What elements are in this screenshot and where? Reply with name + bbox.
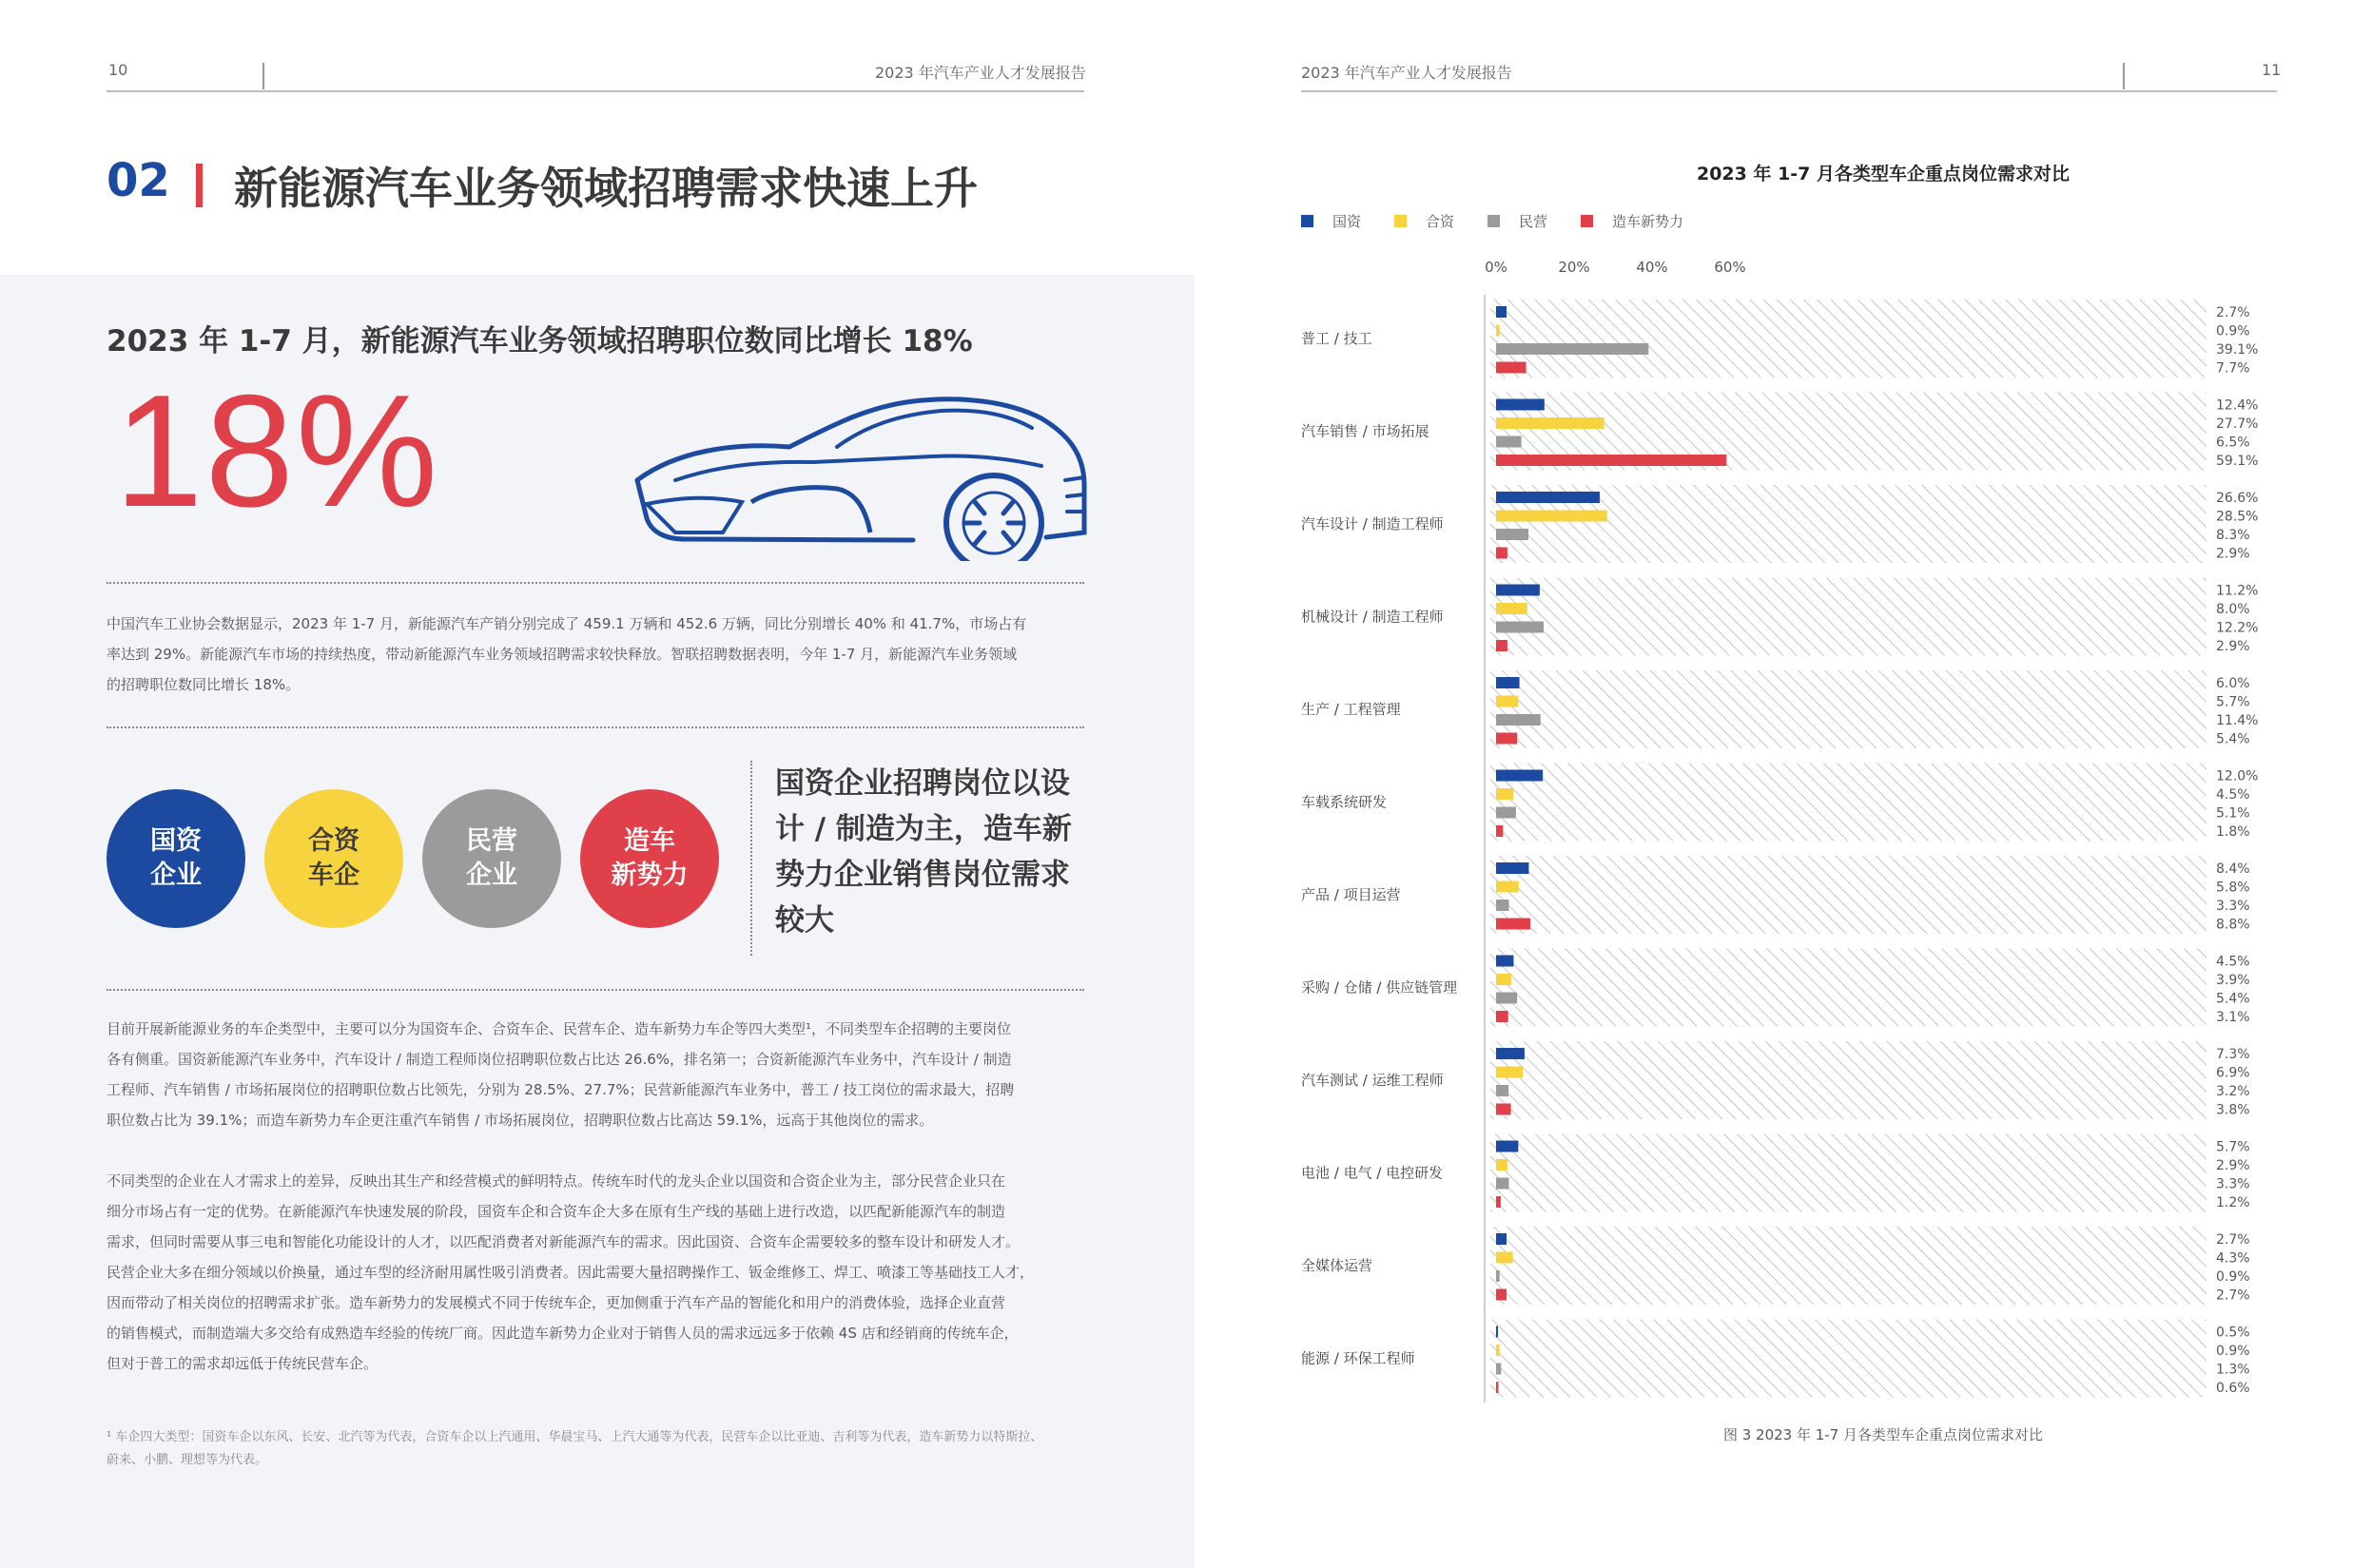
left-report-title: 2023 年汽车产业人才发展报告 — [875, 64, 1086, 82]
data-label: 5.7% — [2216, 1139, 2250, 1155]
bar-joint-venture — [1496, 603, 1527, 614]
data-label: 7.7% — [2216, 360, 2250, 377]
right-header-tick — [2123, 63, 2125, 89]
data-label: 4.5% — [2216, 787, 2250, 803]
category-background — [1490, 856, 2207, 934]
category-label: 车载系统研发 — [1301, 793, 1388, 811]
bar-private — [1496, 1178, 1509, 1190]
bar-joint-venture — [1496, 1067, 1523, 1078]
data-label: 5.4% — [2216, 991, 2250, 1007]
category-label: 生产 / 工程管理 — [1301, 701, 1401, 718]
category-label: 采购 / 仓储 / 供应链管理 — [1301, 978, 1458, 997]
x-tick-label: 60% — [1714, 259, 1746, 276]
bar-private — [1496, 993, 1517, 1004]
bar-state-owned — [1496, 956, 1513, 967]
callout-vertical-divider — [750, 761, 752, 956]
footnote-line: ¹ 车企四大类型：国资车企以东风、长安、北汽等为代表，合资车企以上汽通用、华晨宝马、上汽大通等为代表，民营车企以比亚迪、吉利等为代表，造车新势力以特斯拉、 — [107, 1430, 1043, 1444]
legend-swatch — [1581, 215, 1593, 227]
category-label: 全媒体运营 — [1301, 1257, 1373, 1274]
bar-state-owned — [1496, 677, 1520, 688]
legend-swatch — [1301, 215, 1313, 227]
bar-state-owned — [1496, 1048, 1525, 1059]
circle-state-owned: 国资 企业 — [107, 789, 245, 928]
paragraph-line: 率达到 29%。新能源汽车市场的持续热度，带动新能源汽车业务领域招聘需求较快释放。智联招聘数据表明，今年 1-7 月，新能源汽车业务领域 — [107, 646, 1018, 663]
bar-private — [1496, 529, 1528, 540]
bar-private — [1496, 1270, 1500, 1282]
bar-private — [1496, 1085, 1508, 1096]
legend-item-private — [1487, 211, 1547, 231]
data-label: 11.2% — [2216, 583, 2259, 599]
data-label: 7.3% — [2216, 1047, 2250, 1062]
bar-chart — [1293, 247, 2302, 1407]
category-background — [1490, 764, 2207, 842]
category-background — [1490, 1320, 2207, 1398]
data-label: 0.9% — [2216, 323, 2250, 339]
data-label: 8.8% — [2216, 917, 2250, 933]
bar-joint-venture — [1496, 788, 1513, 800]
bar-new-force — [1496, 1104, 1511, 1115]
big-percentage: 18% — [114, 361, 440, 540]
bar-state-owned — [1496, 1141, 1518, 1152]
section-subtitle: 2023 年 1-7 月，新能源汽车业务领域招聘职位数同比增长 18% — [107, 324, 973, 358]
category-background — [1490, 949, 2207, 1027]
bar-private — [1496, 1364, 1501, 1375]
data-label: 5.8% — [2216, 880, 2250, 896]
bar-joint-venture — [1496, 1345, 1500, 1356]
right-page-number: 11 — [2262, 61, 2282, 79]
section-title: 新能源汽车业务领域招聘需求快速上升 — [234, 163, 978, 214]
paragraph-demand-differences — [107, 1166, 1096, 1379]
bar-joint-venture — [1496, 696, 1518, 707]
bar-new-force — [1496, 1382, 1498, 1393]
chart-title: 2023 年 1-7 月各类型车企重点岗位需求对比 — [1696, 164, 2071, 184]
legend-label: 造车新势力 — [1612, 213, 1684, 230]
category-background — [1490, 1227, 2207, 1305]
data-label: 2.7% — [2216, 1232, 2250, 1248]
data-label: 0.9% — [2216, 1344, 2250, 1359]
paragraph-line: 中国汽车工业协会数据显示，2023 年 1-7 月，新能源汽车产销分别完成了 459.1 万辆和 452.6 万辆，同比分别增长 40% 和 41.7%，市场占有 — [107, 615, 1027, 632]
bar-new-force — [1496, 362, 1526, 374]
data-label: 8.3% — [2216, 528, 2250, 543]
data-label: 3.8% — [2216, 1102, 2250, 1118]
data-label: 3.1% — [2216, 1010, 2250, 1025]
left-header-tick — [262, 63, 264, 89]
data-label: 59.1% — [2216, 454, 2259, 469]
data-label: 12.0% — [2216, 768, 2259, 784]
bar-private — [1496, 714, 1541, 726]
paragraph-line: 职位数占比为 39.1%；而造车新势力车企更注重汽车销售 / 市场拓展岗位，招聘职位数占比高达 59.1%，远高于其他岗位的需求。 — [107, 1112, 934, 1129]
legend-label: 民营 — [1519, 213, 1548, 230]
left-header-rule — [107, 90, 1084, 92]
data-label: 5.4% — [2216, 731, 2250, 747]
category-label: 能源 / 环保工程师 — [1301, 1349, 1415, 1367]
bar-state-owned — [1496, 306, 1507, 318]
data-label: 5.7% — [2216, 694, 2250, 710]
paragraph-market-overview — [107, 609, 1096, 700]
bar-joint-venture — [1496, 511, 1607, 522]
category-background — [1490, 578, 2207, 656]
data-label: 4.5% — [2216, 954, 2250, 970]
paragraph-line: 因而带动了相关岗位的招聘需求扩张。造车新势力的发展模式不同于传统车企，更加侧重于汽车产品的智能化和用户的消费体验，选择企业直营 — [107, 1294, 1006, 1311]
data-label: 2.7% — [2216, 305, 2250, 320]
category-label: 普工 / 技工 — [1301, 330, 1372, 347]
legend-item-state-owned — [1301, 211, 1361, 231]
figure-caption: 图 3 2023 年 1-7 月各类型车企重点岗位需求对比 — [1722, 1426, 2044, 1443]
paragraph-line: 民营企业大多在细分领域以价换量，通过车型的经济耐用属性吸引消费者。因此需要大量招聘操作工、钣金维修工、焊工、喷漆工等基础技工人才， — [107, 1264, 1035, 1281]
data-label: 4.3% — [2216, 1250, 2250, 1267]
bar-new-force — [1496, 919, 1530, 930]
bar-new-force — [1496, 640, 1507, 651]
dotted-divider-3 — [107, 989, 1084, 991]
data-label: 2.9% — [2216, 639, 2250, 654]
bar-private — [1496, 436, 1522, 448]
data-label: 3.2% — [2216, 1084, 2250, 1099]
data-label: 3.3% — [2216, 899, 2250, 914]
paragraph-line: 不同类型的企业在人才需求上的差异，反映出其生产和经营模式的鲜明特点。传统车时代的龙头企业以国资和合资企业为主，部分民营企业只在 — [107, 1172, 1006, 1190]
data-label: 6.0% — [2216, 676, 2250, 691]
bar-joint-venture — [1496, 325, 1500, 337]
right-report-title: 2023 年汽车产业人才发展报告 — [1301, 64, 1512, 82]
circle-private: 民营 企业 — [422, 789, 561, 928]
paragraph-line: 需求，但同时需要从事三电和智能化功能设计的人才，以匹配消费者对新能源汽车的需求。因此国资、合资车企需要较多的整车设计和研发人才。 — [107, 1233, 1021, 1250]
bar-joint-venture — [1496, 1159, 1507, 1171]
dotted-divider-1 — [107, 582, 1084, 584]
paragraph-line: 的招聘职位数同比增长 18%。 — [107, 676, 301, 693]
bar-new-force — [1496, 1196, 1501, 1208]
bar-private — [1496, 807, 1516, 819]
data-label: 2.9% — [2216, 1158, 2250, 1173]
bar-private — [1496, 900, 1509, 911]
callout-text: 国资企业招聘岗位以设计 / 制造为主，造车新势力企业销售岗位需求较大 — [775, 766, 1072, 938]
legend-label: 合资 — [1426, 213, 1455, 230]
circle-joint-venture: 合资 车企 — [264, 789, 403, 928]
data-label: 12.2% — [2216, 620, 2259, 636]
data-label: 2.9% — [2216, 546, 2250, 562]
legend-swatch — [1394, 215, 1407, 227]
data-label: 3.9% — [2216, 973, 2250, 988]
category-label: 汽车设计 / 制造工程师 — [1301, 515, 1444, 532]
bar-state-owned — [1496, 399, 1545, 411]
paragraph-line: 细分市场占有一定的优势。在新能源汽车快速发展的阶段，国资车企和合资车企大多在原有生产线的基础上进行改造，以匹配新能源汽车的制造 — [107, 1203, 1006, 1220]
bar-joint-venture — [1496, 1252, 1513, 1264]
bar-state-owned — [1496, 1233, 1507, 1245]
data-label: 27.7% — [2216, 416, 2259, 432]
data-label: 39.1% — [2216, 342, 2259, 358]
data-label: 6.5% — [2216, 435, 2250, 451]
legend-swatch — [1487, 215, 1500, 227]
paragraph-line: 的销售模式，而制造端大多交给有成熟造车经验的传统厂商。因此造车新势力企业对于销售人员的需求远远多于依赖 4S 店和经销商的传统车企， — [107, 1325, 1019, 1342]
category-background — [1490, 1134, 2207, 1212]
paragraph-company-types — [107, 1014, 1096, 1135]
right-header-rule — [1301, 90, 2277, 92]
paragraph-line: 目前开展新能源业务的车企类型中，主要可以分为国资车企、合资车企、民营车企、造车新势力车企等四大类型¹，不同类型车企招聘的主要岗位 — [107, 1020, 1012, 1037]
bar-new-force — [1496, 1011, 1508, 1022]
category-label: 产品 / 项目运营 — [1301, 886, 1401, 903]
data-label: 3.3% — [2216, 1176, 2250, 1192]
paragraph-line: 但对于普工的需求却远低于传统民营车企。 — [107, 1355, 379, 1372]
legend-label: 国资 — [1332, 213, 1362, 230]
bar-state-owned — [1496, 770, 1543, 782]
data-label: 6.9% — [2216, 1065, 2250, 1081]
bar-private — [1496, 343, 1648, 355]
category-label: 汽车销售 / 市场拓展 — [1301, 422, 1429, 440]
bar-joint-venture — [1496, 881, 1519, 893]
bar-new-force — [1496, 825, 1503, 837]
car-outline-illustration — [105, 390, 1094, 561]
bar-new-force — [1496, 548, 1507, 559]
data-label: 5.1% — [2216, 805, 2250, 822]
bar-joint-venture — [1496, 974, 1511, 985]
paragraph-line: 工程师、汽车销售 / 市场拓展岗位的招聘职位数占比领先，分别为 28.5%、27.7%；民营新能源汽车业务中，普工 / 技工岗位的需求最大，招聘 — [107, 1081, 1015, 1098]
data-label: 28.5% — [2216, 509, 2259, 525]
data-label: 11.4% — [2216, 713, 2259, 728]
data-label: 1.3% — [2216, 1362, 2250, 1378]
dotted-divider-2 — [107, 726, 1084, 728]
bar-state-owned — [1496, 585, 1540, 596]
legend-item-joint-venture — [1394, 211, 1454, 231]
data-label: 8.0% — [2216, 602, 2250, 617]
left-page-number: 10 — [108, 61, 128, 79]
bar-state-owned — [1496, 492, 1600, 503]
x-tick-label: 20% — [1558, 259, 1590, 276]
x-tick-label: 0% — [1485, 259, 1507, 276]
bar-new-force — [1496, 455, 1726, 466]
paragraph-line: 各有侧重。国资新能源汽车业务中，汽车设计 / 制造工程师岗位招聘职位数占比达 26.6%，排名第一；合资新能源汽车业务中，汽车设计 / 制造 — [107, 1051, 1012, 1068]
category-background — [1490, 300, 2207, 377]
circle-new-force: 造车 新势力 — [580, 789, 719, 928]
footnote — [107, 1426, 1086, 1472]
x-tick-label: 40% — [1636, 259, 1668, 276]
bar-new-force — [1496, 733, 1517, 745]
bar-private — [1496, 622, 1544, 633]
data-label: 0.6% — [2216, 1381, 2250, 1396]
section-divider-bar — [196, 164, 203, 207]
category-label: 汽车测试 / 运维工程师 — [1301, 1072, 1444, 1089]
category-background — [1490, 670, 2207, 748]
data-label: 1.2% — [2216, 1195, 2250, 1210]
bar-state-owned — [1496, 1326, 1498, 1338]
bar-state-owned — [1496, 862, 1528, 874]
data-label: 0.9% — [2216, 1269, 2250, 1285]
data-label: 1.8% — [2216, 824, 2250, 840]
bar-joint-venture — [1496, 417, 1604, 429]
legend-item-new-force — [1581, 211, 1683, 231]
data-label: 2.7% — [2216, 1287, 2250, 1304]
data-label: 8.4% — [2216, 861, 2250, 877]
data-label: 26.6% — [2216, 491, 2259, 506]
category-label: 机械设计 / 制造工程师 — [1301, 608, 1444, 626]
footnote-line: 蔚来、小鹏、理想等为代表。 — [107, 1453, 268, 1467]
category-background — [1490, 1041, 2207, 1119]
data-label: 12.4% — [2216, 397, 2259, 414]
section-number: 02 — [107, 154, 170, 207]
bar-new-force — [1496, 1289, 1507, 1301]
data-label: 0.5% — [2216, 1325, 2250, 1341]
category-label: 电池 / 电气 / 电控研发 — [1301, 1164, 1444, 1182]
